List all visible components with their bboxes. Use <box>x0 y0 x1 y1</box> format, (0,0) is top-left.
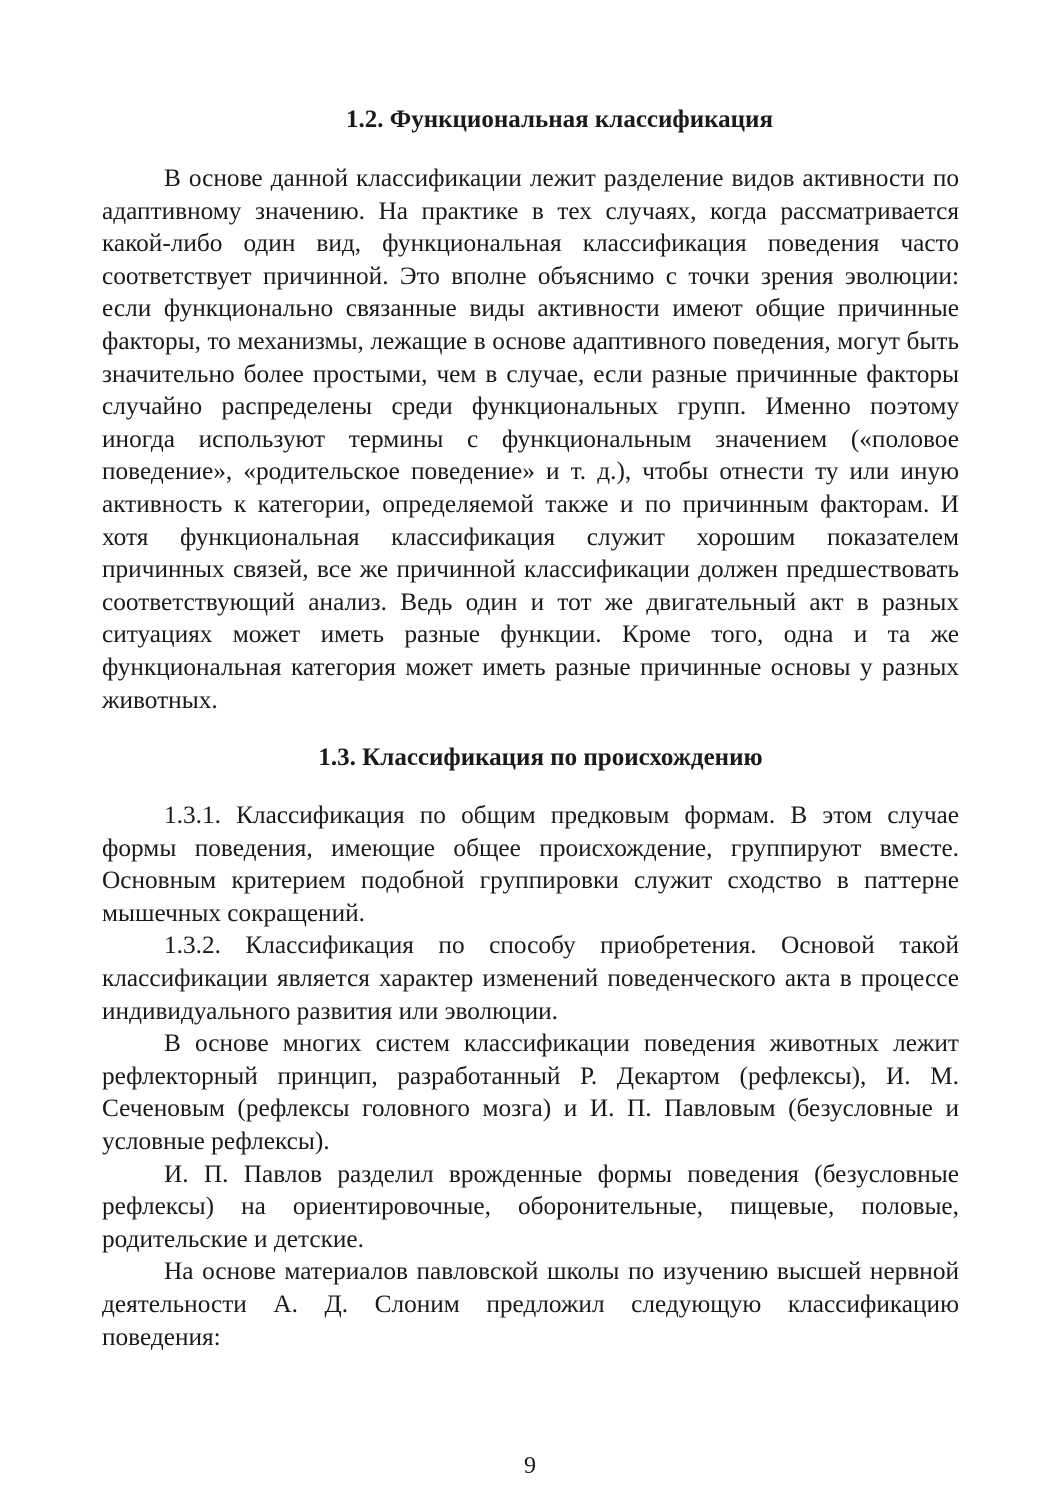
section-heading-functional-classification: 1.2. Функциональная классификация <box>346 106 773 133</box>
paragraph-pavlov-innate-forms: И. П. Павлов разделил врожденные формы поведения (безусловные рефлексы) на ориентировочные, оборонительные, пищевые, половые, родительские и детские. <box>102 1159 959 1253</box>
paragraph-reflex-principle: В основе многих систем классификации поведения животных лежит рефлекторный принцип, разработанный Р. Декартом (рефлексы), И. М. Сеченовым (рефлексы головного мозга) и И. П. Павловым (безусловные и условные рефлексы). <box>102 1029 959 1156</box>
paragraph-ancestral-forms: 1.3.1. Классификация по общим предковым формам. В этом случае формы поведения, имеющие общее происхождение, группируют вместе. Основным критерием подобной группировки служит сходство в паттерне мышечных сокращений. <box>102 801 959 927</box>
paragraph-functional-classification: В основе данной классификации лежит разделение видов активности по адаптивному значению. На практике в тех случаях, когда рассматривается какой-либо один вид, функциональная классификация поведения часто соответствует причинной. Это вполне объяснимо с точки зрения эволюции: если функционально связанные виды активности имеют общие причинные факторы, то механизмы, лежащие в основе адаптивного поведения, могут быть значительно более простыми, чем в случае, если разные причинные факторы случайно распределены среди функциональных групп. Именно поэтому иногда используют термины с функциональным значением («половое поведение», «родительское поведение» и т. д.), чтобы отнести ту или иную активность к категории, определяемой также и по причинным факторам. И хотя функциональная классификация служит хорошим показателем причинных связей, все же причинной классификации должен предшествовать соответствующий анализ. Ведь один и тот же двигательный акт в разных ситуациях может иметь разные функции. Кроме того, одна и та же функциональная категория может иметь разные причинные основы у разных животных. <box>102 164 959 714</box>
page-content <box>102 98 959 1353</box>
page-number: 9 <box>524 1453 536 1479</box>
paragraph-slonim-classification: На основе материалов павловской школы по изучению высшей нервной деятельности А. Д. Слоним предложил следующую классификацию поведения: <box>102 1257 959 1351</box>
section-heading-origin-classification: 1.3. Классификация по происхождению <box>318 744 763 772</box>
paragraph-acquisition-method: 1.3.2. Классификация по способу приобретения. Основой такой классификации является характер изменений поведенческого акта в процессе индивидуального развития или эволюции. <box>102 931 959 1025</box>
